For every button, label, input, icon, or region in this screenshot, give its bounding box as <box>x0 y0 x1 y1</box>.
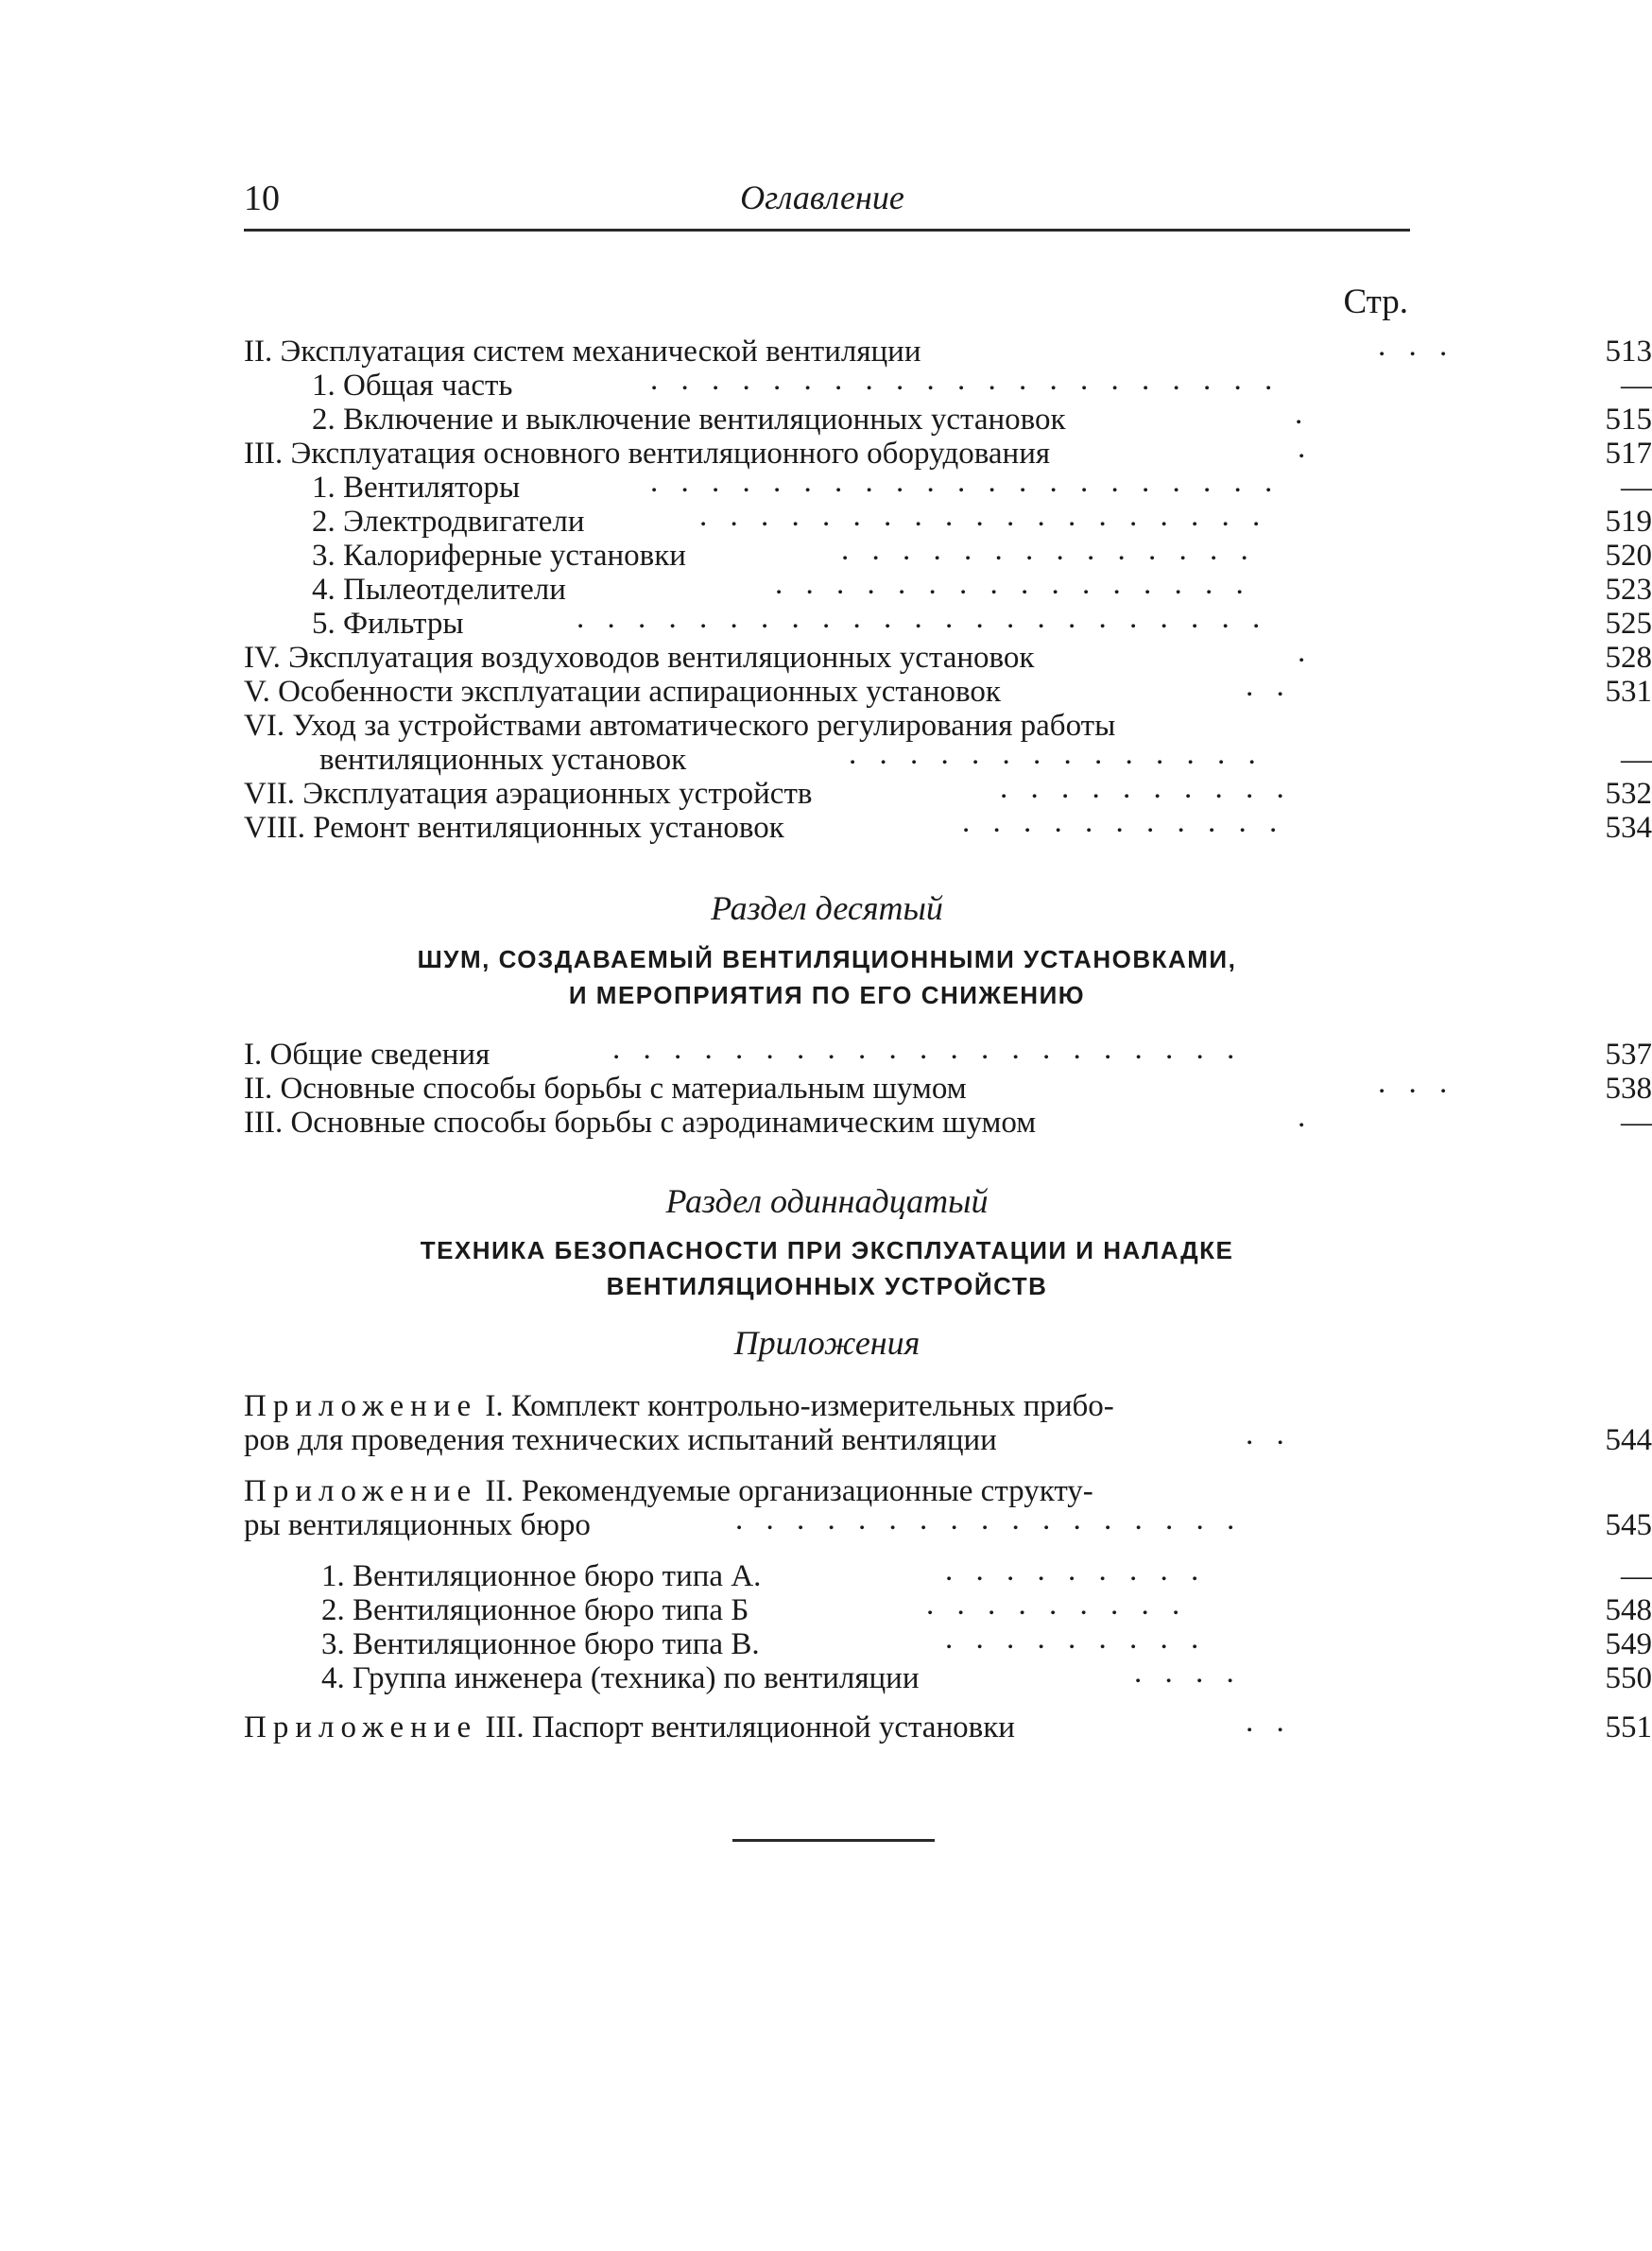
toc-entry-text: 4. Группа инженера (техника) по вентиляции <box>321 1661 920 1695</box>
appendices-heading: Приложения <box>733 1324 921 1362</box>
toc-entry-text: I. Общие сведения <box>244 1038 490 1072</box>
appendix-label: Приложение <box>244 1710 478 1744</box>
toc-entry-text: II. Основные способы борьбы с материальным шумом <box>244 1072 967 1106</box>
toc-entry-text: IV. Эксплуатация воздуховодов вентиляционных установок <box>244 641 1035 675</box>
toc-entry-text: 3. Калориферные установки <box>312 539 686 573</box>
toc-page-number: 537 <box>1605 1038 1652 1072</box>
dot-leader: . . . . . . . . . <box>945 1554 1207 1588</box>
dot-leader: . <box>1298 635 1314 669</box>
toc-row <box>312 397 1652 437</box>
toc-row <box>244 1100 1652 1140</box>
toc-row <box>321 1554 1652 1593</box>
toc-entry-text: III. Эксплуатация основного вентиляционного оборудования <box>244 437 1051 471</box>
dot-leader: . . . . . . . . . . . . . . . . . . . . . <box>612 1032 1243 1066</box>
dot-leader: . <box>1295 397 1311 431</box>
toc-entry-text: 1. Общая часть <box>312 369 513 403</box>
toc-page-number: — <box>1621 471 1652 505</box>
toc-entry-text: 2. Включение и выключение вентиляционных установок <box>312 403 1066 437</box>
section-11-title-line-1: ТЕХНИКА БЕЗОПАСНОСТИ ПРИ ЭКСПЛУАТАЦИИ И НАЛАДКЕ <box>420 1236 1234 1264</box>
dot-leader: . . <box>1246 1418 1292 1452</box>
page-column-label: Стр. <box>1343 283 1408 321</box>
dot-leader: . . . <box>1378 329 1455 363</box>
toc-entry-text: VII. Эксплуатация аэрационных устройств <box>244 777 813 811</box>
appendix-title: III. Паспорт вентиляционной установки <box>485 1710 1015 1744</box>
appendix-label: Приложение <box>244 1474 478 1508</box>
toc-row <box>244 1032 1652 1072</box>
toc-entry-text: 5. Фильтры <box>312 607 464 641</box>
toc-page-number: 515 <box>1605 403 1652 437</box>
toc-page-number: 531 <box>1605 675 1652 709</box>
appendix-1-line-2 <box>244 1418 1652 1457</box>
toc-page-number: — <box>1621 369 1652 403</box>
toc-page-number: 532 <box>1605 777 1652 811</box>
appendix-3-line <box>244 1705 1652 1744</box>
appendix-title-cont: ров для проведения технических испытаний вентиляции <box>244 1423 997 1457</box>
running-header-title: Оглавление <box>740 179 904 216</box>
dot-leader: . . . . . . . . . . . . . . . . . <box>735 1503 1243 1537</box>
toc-row <box>312 601 1652 641</box>
appendix-title-cont: ры вентиляционных бюро <box>244 1508 591 1542</box>
dot-leader: . . . . . . . . . . . . . . . . . . . . . <box>650 363 1281 397</box>
toc-entry-text: 3. Вентиляционное бюро типа В. <box>321 1627 760 1661</box>
toc-page-number: — <box>1621 1106 1652 1140</box>
toc-entry-text: 2. Электродвигатели <box>312 505 585 539</box>
section-10-title-line-1: ШУМ, СОЗДАВАЕМЫЙ ВЕНТИЛЯЦИОННЫМИ УСТАНОВКАМИ, <box>417 945 1237 973</box>
toc-page-number: 544 <box>1605 1423 1652 1457</box>
appendix-title: I. Комплект контрольно-измерительных прибо- <box>485 1389 1114 1423</box>
dot-leader: . . . <box>1378 1066 1455 1100</box>
dot-leader: . <box>1298 1100 1314 1134</box>
toc-row <box>312 363 1652 403</box>
toc-entry-text: V. Особенности эксплуатации аспирационных установок <box>244 675 1001 709</box>
dot-leader: . . . . <box>1134 1656 1242 1690</box>
dot-leader: . . . . . . . . . . . . . . . . . . . . . <box>650 465 1281 499</box>
toc-row <box>244 805 1652 845</box>
dot-leader: . . . . . . . . . <box>926 1588 1188 1622</box>
toc-page-number: 517 <box>1605 437 1652 471</box>
toc-row <box>244 1066 1652 1106</box>
section-11-heading: Раздел одиннадцатый <box>665 1182 989 1220</box>
toc-row <box>321 1588 1652 1627</box>
toc-page-number: 550 <box>1605 1661 1652 1695</box>
toc-entry-text: VI. Уход за устройствами автоматического регулирования работы <box>244 709 1116 743</box>
toc-entry-text: 1. Вентиляционное бюро типа А. <box>321 1559 762 1593</box>
dot-leader: . . . . . . . . . . . <box>962 805 1285 839</box>
dot-leader: . . <box>1246 669 1292 703</box>
dot-leader: . . . . . . . . . . . . . . . . . . . . . . . <box>576 601 1268 635</box>
appendix-label: Приложение <box>244 1389 478 1423</box>
toc-page-number: — <box>1621 1559 1652 1593</box>
toc-page-number: 549 <box>1605 1627 1652 1661</box>
dot-leader: . . . . . . . . . <box>945 1622 1207 1656</box>
toc-entry-text: 4. Пылеотделители <box>312 573 566 607</box>
toc-row <box>244 669 1652 709</box>
toc-entry-text: VIII. Ремонт вентиляционных установок <box>244 811 784 845</box>
dot-leader: . . <box>1246 1705 1292 1739</box>
end-rule <box>732 1839 935 1842</box>
toc-row <box>244 635 1652 675</box>
appendix-title: II. Рекомендуемые организационные структу- <box>485 1474 1093 1508</box>
toc-page-number: 523 <box>1605 573 1652 607</box>
toc-page-number: — <box>1621 743 1652 777</box>
section-10-title-line-2: И МЕРОПРИЯТИЯ ПО ЕГО СНИЖЕНИЮ <box>568 981 1086 1009</box>
toc-page-number: 548 <box>1605 1593 1652 1627</box>
toc-page-number: 528 <box>1605 641 1652 675</box>
dot-leader: . . . . . . . . . . . . . . . . <box>775 567 1251 601</box>
dot-leader: . . . . . . . . . . . . . . <box>841 533 1256 567</box>
appendix-2-line-2 <box>244 1503 1652 1542</box>
toc-entry-text: II. Эксплуатация систем механической вентиляции <box>244 335 921 369</box>
toc-row <box>321 1622 1652 1661</box>
toc-page-number: 538 <box>1605 1072 1652 1106</box>
dot-leader: . . . . . . . . . . . . . . . . . . . <box>699 499 1268 533</box>
toc-entry-text: III. Основные способы борьбы с аэродинамическим шумом <box>244 1106 1037 1140</box>
dot-leader: . . . . . . . . . . <box>1000 771 1292 805</box>
section-11-title-line-2: ВЕНТИЛЯЦИОННЫХ УСТРОЙСТВ <box>606 1272 1048 1300</box>
toc-page-number: 534 <box>1605 811 1652 845</box>
toc-page-number: 519 <box>1605 505 1652 539</box>
toc-entry-text: вентиляционных установок <box>319 743 687 777</box>
toc-page-number: 545 <box>1605 1508 1652 1542</box>
toc-page-number: 520 <box>1605 539 1652 573</box>
section-10-heading: Раздел десятый <box>711 889 943 927</box>
page-number: 10 <box>244 179 280 218</box>
toc-page-number: 551 <box>1605 1710 1652 1744</box>
toc-entry-text: 2. Вентиляционное бюро типа Б <box>321 1593 749 1627</box>
appendix-1-line-1 <box>244 1389 1410 1423</box>
dot-leader: . <box>1298 431 1314 465</box>
toc-page-number: 513 <box>1605 335 1652 369</box>
toc-entry-text: 1. Вентиляторы <box>312 471 521 505</box>
dot-leader: . . . . . . . . . . . . . . <box>849 737 1264 771</box>
toc-row <box>321 1656 1652 1695</box>
header-rule <box>244 229 1410 232</box>
toc-page-number: 525 <box>1605 607 1652 641</box>
